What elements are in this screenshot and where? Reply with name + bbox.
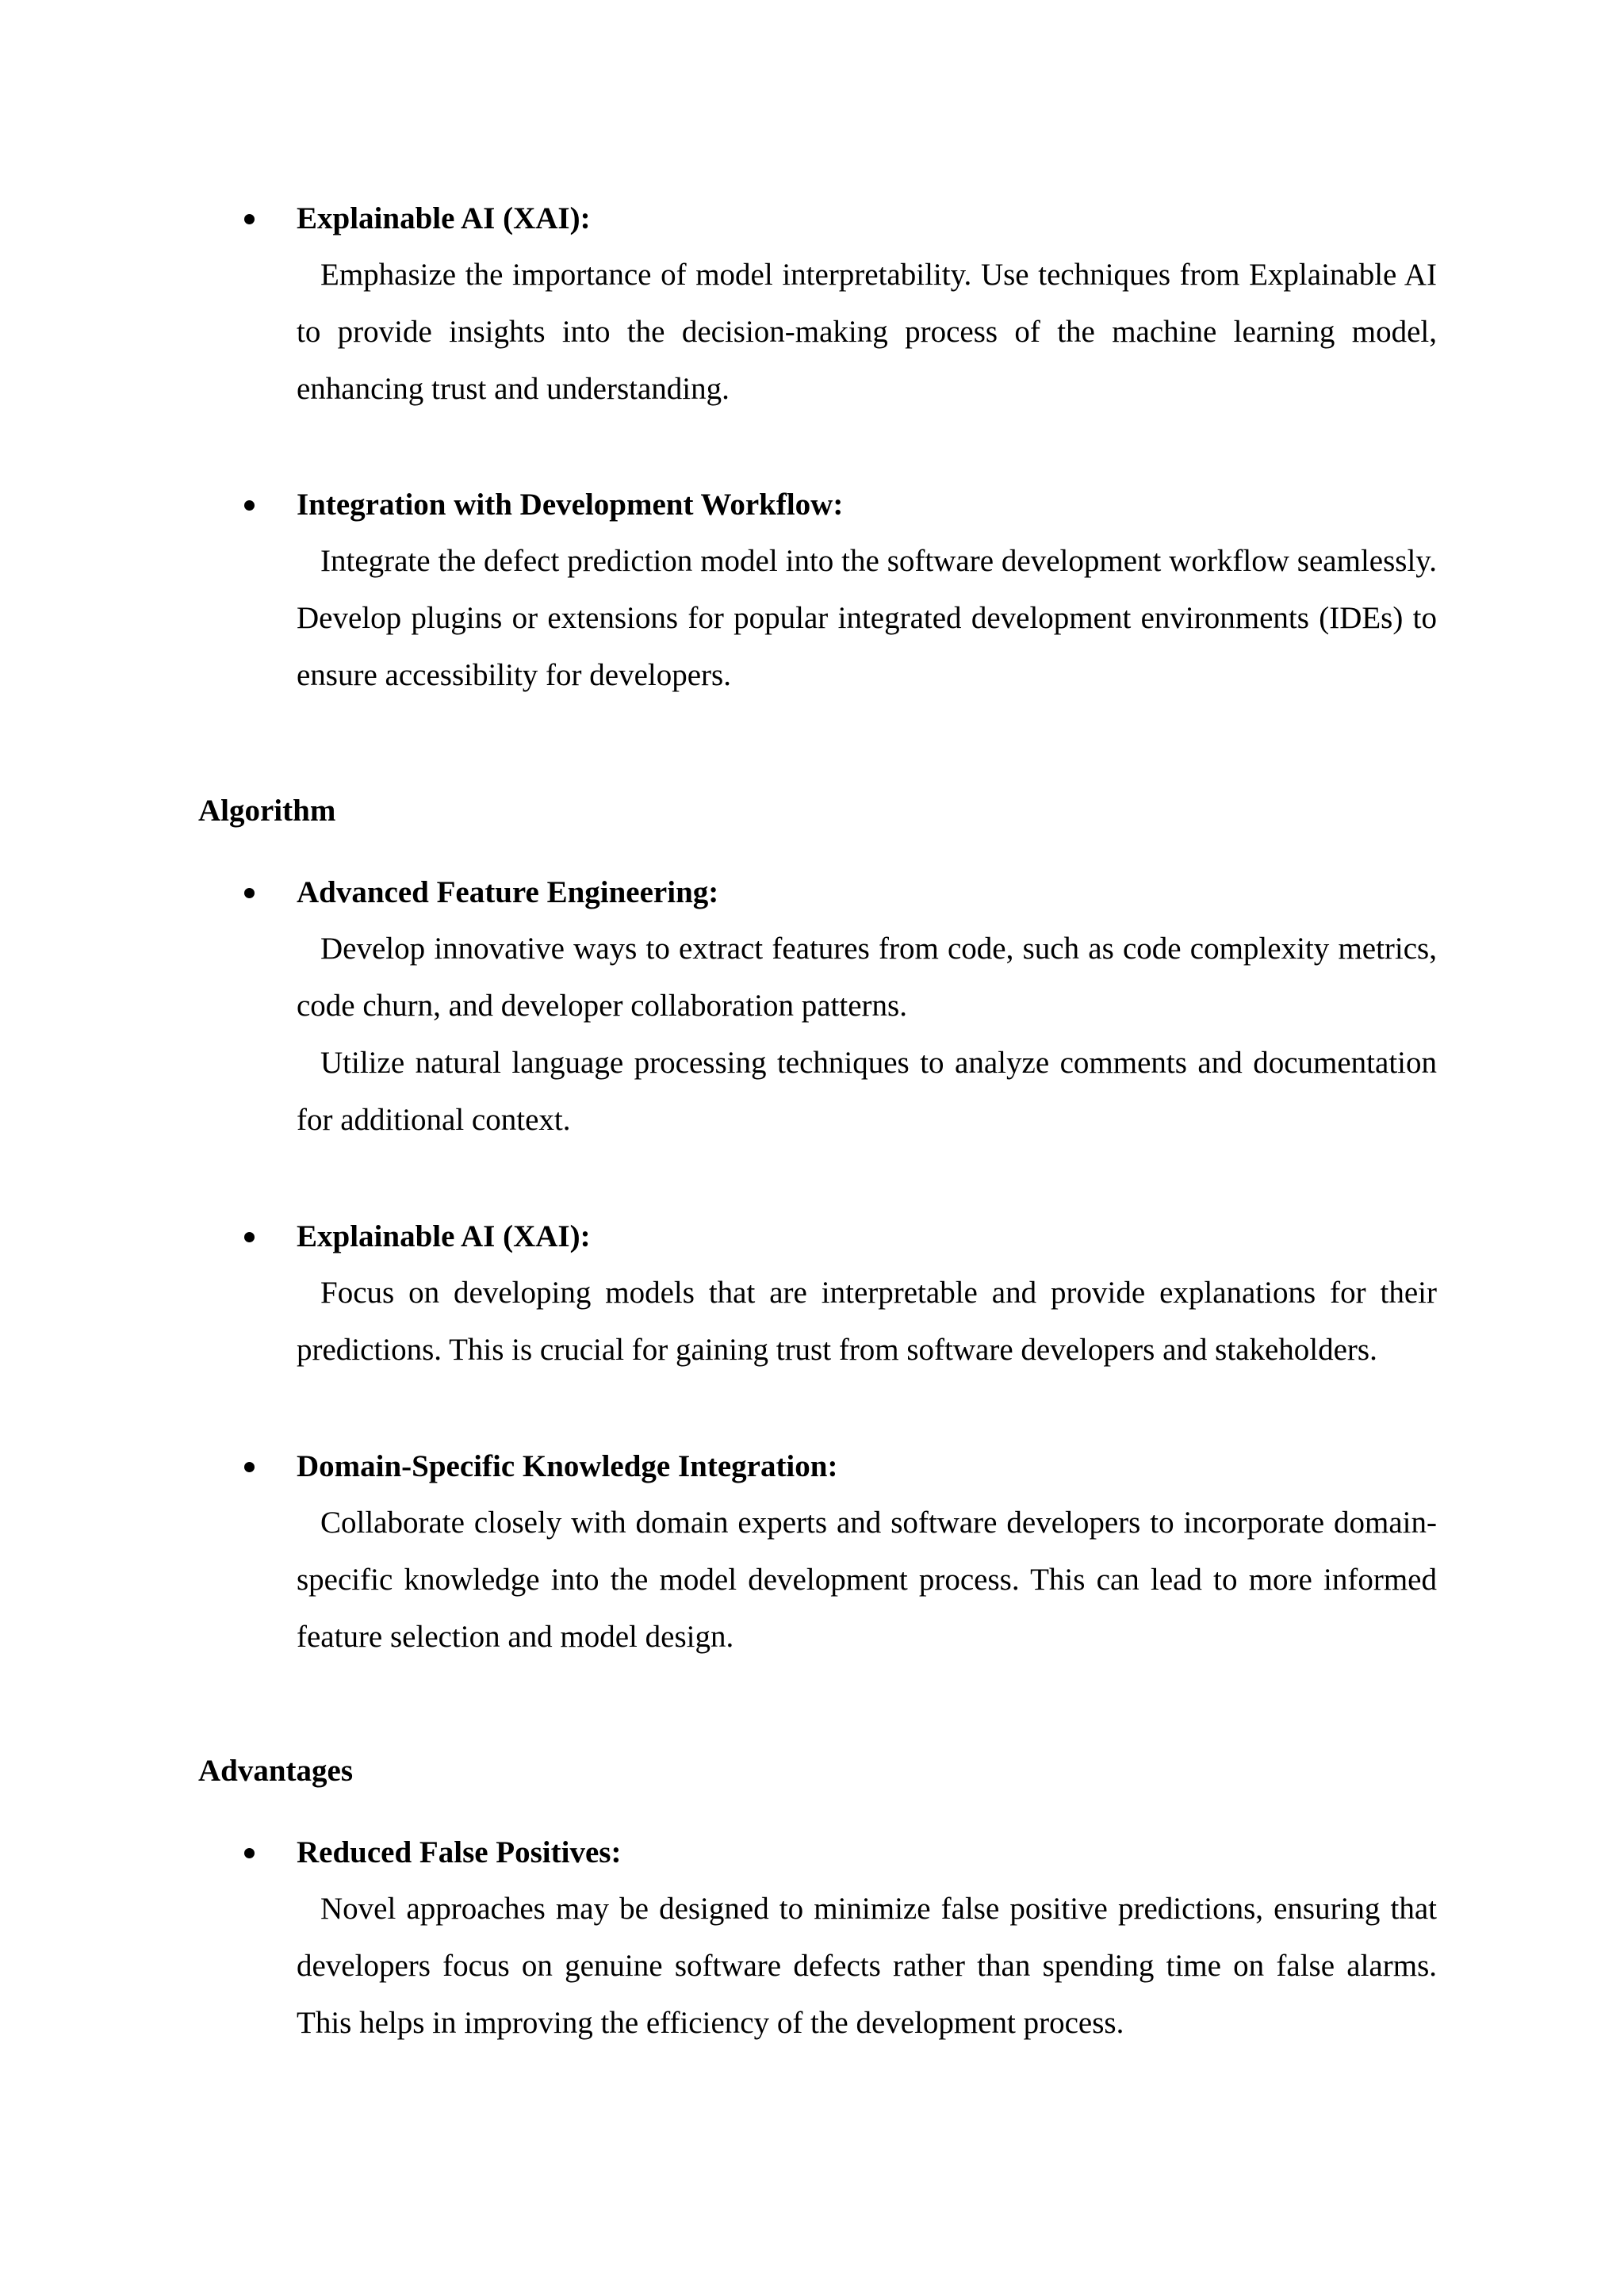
item-paragraph: Integrate the defect prediction model into the software development workflow seamlessly. Develop plugins or extensions for popular integrated development environments (IDEs) to ensure accessibility for developers. (297, 544, 1437, 692)
bullet-icon (244, 888, 255, 898)
bullet-icon (244, 1462, 255, 1472)
list-item-integration-workflow (297, 486, 1437, 704)
item-title: Domain-Specific Knowledge Integration: (297, 1449, 838, 1483)
bullet-icon (244, 1848, 255, 1858)
item-title: Explainable AI (XAI): (297, 1219, 591, 1253)
list-item-feature-engineering (297, 874, 1437, 1149)
item-paragraph: Utilize natural language processing techniques to analyze comments and documentation for additional context. (297, 1046, 1437, 1137)
item-paragraph: Novel approaches may be designed to minimize false positive predictions, ensuring that developers focus on genuine software defects rather than spending time on false alarms. This helps in improving the efficiency of the development process. (297, 1892, 1437, 2040)
item-title: Integration with Development Workflow: (297, 488, 844, 522)
list-item-explainable-ai (297, 200, 1437, 418)
item-title: Reduced False Positives: (297, 1835, 622, 1869)
item-paragraph: Focus on developing models that are interpretable and provide explanations for their predictions. This is crucial for gaining trust from software developers and stakeholders. (297, 1276, 1437, 1367)
item-title: Advanced Feature Engineering: (297, 875, 719, 909)
section-heading-algorithm: Algorithm (198, 794, 336, 828)
bullet-icon (244, 500, 255, 511)
list-item-explainable-ai-2 (297, 1218, 1437, 1379)
item-paragraph: Develop innovative ways to extract features from code, such as code complexity metrics, code churn, and developer collaboration patterns. (297, 932, 1437, 1023)
list-item-reduced-false-positives (297, 1834, 1437, 2052)
bullet-icon (244, 214, 255, 224)
item-title: Explainable AI (XAI): (297, 201, 591, 235)
list-item-domain-knowledge (297, 1448, 1437, 1666)
bullet-icon (244, 1232, 255, 1242)
section-heading-advantages: Advantages (198, 1754, 354, 1788)
item-paragraph: Emphasize the importance of model interpretability. Use techniques from Explainable AI to provide insights into the decision-making process of the machine learning model, enhancing trust and understanding. (297, 258, 1437, 406)
item-paragraph: Collaborate closely with domain experts and software developers to incorporate domain-specific knowledge into the model development process. This can lead to more informed feature selection and model design. (297, 1506, 1437, 1654)
